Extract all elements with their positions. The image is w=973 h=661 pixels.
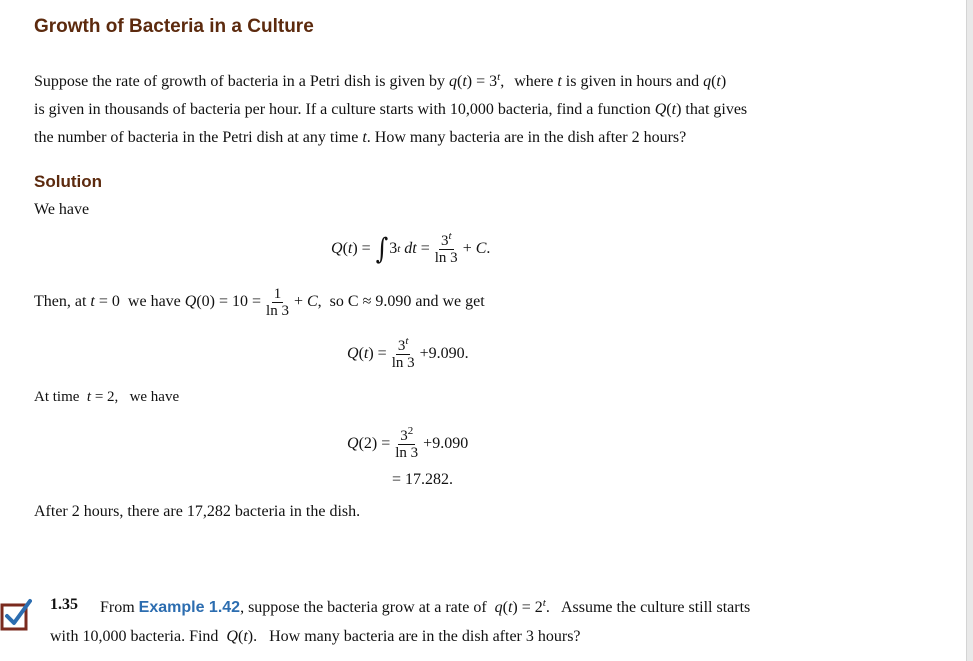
equation-result: = 17.282. xyxy=(392,471,454,488)
exercise-number: 1.35 xyxy=(50,596,78,613)
equation-q-of-2: Q (2) = $\frac{3^2}{\ln 3}$ + 9.090 xyxy=(347,424,469,461)
scrollbar[interactable] xyxy=(966,0,973,661)
equation-integral: Q ( t ) = ∫ 3 t dt = $\frac{3^t}{\ln 3}$ + C . xyxy=(331,229,491,266)
solution-conclusion: After 2 hours, there are 17,282 bacteria in the dish. xyxy=(34,503,361,520)
integral-symbol: ∫ xyxy=(375,232,389,266)
problem-line-1: Suppose the rate of growth of bacteria in a Petri dish is given by $q(t) = 3^t$, where t is given in hours and q(t) xyxy=(34,71,727,90)
at-time-line: At time t = 2, we have xyxy=(34,389,180,405)
page-title: Growth of Bacteria in a Culture xyxy=(34,16,314,37)
exercise-line-2: with 10,000 bacteria. Find Q(t). How many bacteria are in the dish after 3 hours? xyxy=(50,628,581,645)
problem-line-2: is given in thousands of bacteria per hour. If a culture starts with 10,000 bacteria, find a function Q(t) that gives xyxy=(34,101,748,118)
example-link[interactable]: Example 1.42 xyxy=(138,599,241,616)
solution-intro: We have xyxy=(34,201,90,218)
exercise-line-1: From Example 1.42, suppose the bacteria grow at a rate of $q(t) = 2^t$. Assume the culture still starts xyxy=(100,597,751,616)
checkbox-icon xyxy=(0,597,32,633)
equation-initial-condition: Then, at t = 0 we have Q (0) = 10 = $\frac{1}{\ln 3}$ + C , so C ≈ 9.090 and we get xyxy=(34,285,485,319)
equation-q-of-t: Q ( t ) = $\frac{3^t}{\ln 3}$ + 9.090 . xyxy=(347,334,469,371)
solution-heading: Solution xyxy=(34,172,102,191)
problem-line-3: the number of bacteria in the Petri dish at any time t. How many bacteria are in the dish after 2 hours? xyxy=(34,129,687,146)
